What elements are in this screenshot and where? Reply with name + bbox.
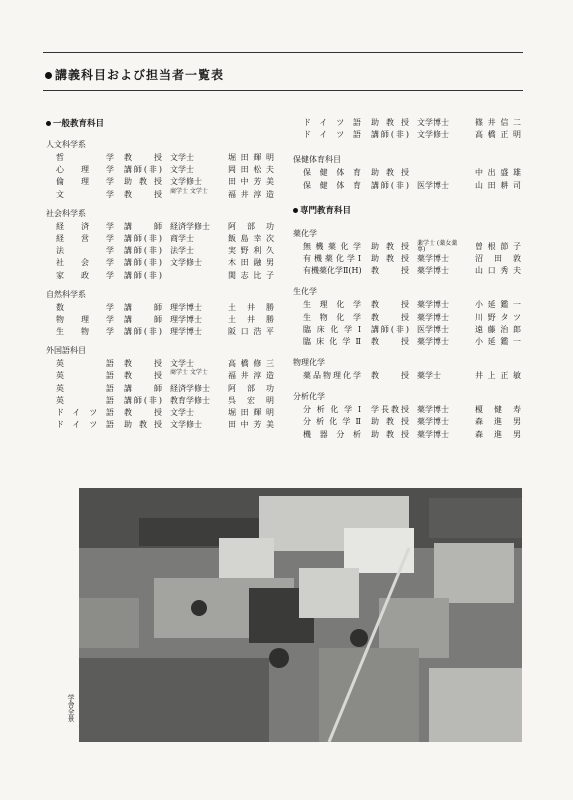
top-rule [43,52,523,53]
title-rule [43,90,523,91]
course-position: 講師 [124,221,162,231]
course-degree [417,167,465,179]
course-instructor: 阿部功 [228,221,274,231]
group-title: 自然科学系 [46,289,86,299]
course-position: 講師 [124,314,162,324]
course-position: 講師(非) [371,180,409,190]
course-subject: 文学 [56,189,114,199]
course-subject: 心理学 [56,165,114,175]
course-instructor: 実野利久 [228,246,274,256]
course-position: 講師 [124,302,162,312]
course-degree: 薬学博士 [417,429,449,439]
course-subject: 保健体育 [303,168,361,178]
course-position: 講師(非) [371,130,409,140]
course-subject: 哲学 [56,153,114,162]
course-instructor: 木田融男 [228,258,274,268]
course-subject: 分析化学Ⅰ [303,405,361,415]
course-group [46,207,276,282]
course-degree: 医学博士 [417,324,449,334]
course-subject: ドイツ語 [303,130,361,140]
course-position: 助教授 [371,168,409,178]
course-row [46,245,276,257]
course-subject: 生物化学 [303,312,361,322]
course-row [46,164,276,176]
course-subject: 薬品物理化学 [303,371,361,381]
course-degree: 理学博士 [170,327,202,337]
course-row [46,314,276,326]
course-position: 教授 [124,189,162,199]
course-position: 教授 [124,359,162,369]
course-position: 講師(非) [124,165,162,175]
course-degree: 薬学博士 [417,405,449,415]
course-group [293,390,523,441]
course-subject: 英語 [56,371,114,381]
course-degree: 文学修士 [170,420,202,430]
campus-aerial-photo [79,488,522,742]
course-instructor: 堀田輝明 [228,408,274,417]
bullet-icon [45,72,52,79]
course-instructor: 阿部功 [228,383,274,393]
course-subject: 生理化学 [303,300,361,310]
course-row [46,221,276,233]
course-degree: 医学博士 [417,180,449,190]
course-position: 教授 [371,371,409,381]
course-degree: 商学士 文学士 [170,369,208,377]
group-title: 保健体育科目 [293,155,341,165]
course-degree: 文学修士 [170,258,202,268]
course-position: 助教授 [371,429,409,439]
course-instructor: 岡田松夫 [228,165,274,175]
course-subject: 社会学 [56,258,114,268]
course-degree: 薬学博士 [417,266,449,276]
course-position: 助教授 [124,177,162,187]
course-instructor: 田中芳美 [228,177,274,187]
group-title: 薬化学 [293,228,317,238]
course-instructor: 榎健寿 [475,405,521,415]
course-group [46,288,276,339]
course-row [293,180,523,192]
course-instructor: 井上正敏 [475,371,521,381]
course-subject: 英語 [56,359,114,369]
course-row [46,189,276,201]
course-degree: 薬学博士 [417,253,449,263]
course-position: 講師(非) [124,258,162,268]
course-degree: 文学博士 [417,118,449,127]
course-degree: 商学士 文学士 [170,187,208,195]
course-position: 助教授 [371,241,409,251]
course-instructor: 山田耕司 [475,180,521,190]
course-row [46,358,276,370]
course-row [293,167,523,179]
group-title: 生化学 [293,287,317,297]
course-degree: 理学博士 [170,302,202,312]
course-position: 助教授 [371,417,409,427]
course-position: 教授 [371,266,409,276]
course-subject: ドイツ語 [56,408,114,417]
course-instructor: 高橋正明 [475,130,521,140]
course-degree: 経済学修士 [170,221,210,231]
course-degree: 文学士 [170,359,194,369]
course-instructor: 中出盛雄 [475,168,521,178]
course-subject: 有機薬化学Ⅰ [303,253,361,263]
course-row [293,241,523,253]
course-row [46,370,276,382]
course-instructor: 遠藤治郎 [475,324,521,334]
general-heading: 一般教育科目 [46,117,276,132]
course-instructor: 曽根節子 [475,241,521,251]
course-position: 助教授 [124,420,162,430]
general-groups [46,138,276,431]
course-group [46,344,276,431]
course-degree: 文学士 [170,408,194,417]
course-subject: 臨床化学Ⅱ [303,336,361,346]
course-group [293,285,523,348]
course-row [293,299,523,311]
course-row [46,152,276,164]
course-instructor: 篠井信二 [475,118,521,127]
campus-photo-illustration [79,488,522,742]
course-row [293,370,523,382]
course-subject: 保健体育 [303,180,361,190]
course-group [293,227,523,278]
course-row [293,312,523,324]
course-position: 講師(非) [371,324,409,334]
course-instructor: 小延鑑一 [475,300,521,310]
course-position: 教授 [124,153,162,162]
course-subject: 数学 [56,302,114,312]
course-row [46,270,276,282]
course-row [46,233,276,245]
course-group [293,356,523,382]
course-position: 教授 [124,371,162,381]
course-row [46,176,276,188]
course-degree: 教育学修士 [170,395,210,405]
course-group [46,138,276,201]
course-subject: 機器分析 [303,429,361,439]
course-instructor: 田中芳美 [228,420,274,430]
bullet-icon [46,121,51,126]
course-instructor: 福井淳造 [228,371,274,381]
course-subject: 経済学 [56,221,114,231]
course-degree: 文学士 [170,153,194,162]
course-instructor: 関志比子 [228,270,274,280]
course-position: 助教授 [371,118,409,127]
course-degree: 法学士 [170,246,194,256]
course-degree: 文学修士 [170,177,202,187]
course-position: 講師(非) [124,327,162,337]
course-degree: 薬学博士 [417,300,449,310]
course-row [293,129,523,141]
course-instructor: 沼田敦 [475,253,521,263]
course-subject: 経営学 [56,233,114,243]
course-subject: 英語 [56,395,114,405]
course-row [293,429,523,441]
course-degree: 薬学博士 [417,336,449,346]
course-row [46,395,276,407]
photo-caption: 学舎全景 [67,694,75,722]
course-position: 講師(非) [124,233,162,243]
course-degree: 経済学修士 [170,383,210,393]
course-subject: 分析化学Ⅱ [303,417,361,427]
course-instructor: 土井勝 [228,314,274,324]
course-position: 講師(非) [124,395,162,405]
group-title: 人文科学系 [46,140,86,149]
group-title: 社会科学系 [46,208,86,218]
course-subject: 家政学 [56,270,114,280]
course-position: 助教授 [371,253,409,263]
specialized-heading: 専門教育科目 [293,204,523,219]
course-instructor: 川野タツ [475,312,521,322]
course-instructor: 山口秀夫 [475,266,521,276]
left-column [46,117,276,431]
course-position: 教授 [371,312,409,322]
course-instructor: 阪口浩平 [228,327,274,337]
course-subject: ドイツ語 [303,118,361,127]
course-subject: 倫理学 [56,177,114,187]
course-group [293,153,523,191]
right-column [293,117,523,441]
course-degree: 薬学博士 [417,417,449,427]
course-row [293,117,523,129]
course-instructor: 飯島幸次 [228,233,274,243]
course-subject: 物理学 [56,314,114,324]
course-row [293,253,523,265]
course-instructor: 小延鑑一 [475,336,521,346]
continued-rows [293,117,523,141]
course-subject: 英語 [56,383,114,393]
course-degree: 薬学士 [417,371,441,381]
course-position: 教授 [371,300,409,310]
course-position: 教授 [371,336,409,346]
course-instructor: 呉宏明 [228,395,274,405]
course-degree [170,270,218,282]
specialized-groups [293,227,523,441]
course-row [293,336,523,348]
course-degree: 文学士 [170,165,194,175]
course-instructor: 森進男 [475,429,521,439]
course-degree: 薬学博士 [417,312,449,322]
course-instructor: 土井勝 [228,302,274,312]
course-instructor: 森進男 [475,417,521,427]
course-position: 教授 [124,408,162,417]
course-position: 講師(非) [124,270,162,280]
group-title: 外国語科目 [46,346,86,356]
course-subject: 臨床化学Ⅰ [303,324,361,334]
group-title: 物理化学 [293,358,325,368]
course-row [46,326,276,338]
course-position: 講師 [124,383,162,393]
course-subject: 法学 [56,246,114,256]
course-position: 学長教授 [371,405,409,415]
course-row [46,257,276,269]
course-subject: 生物学 [56,327,114,337]
course-row [46,407,276,419]
course-degree: 理学博士 [170,314,202,324]
course-row [46,383,276,395]
group-title: 分析化学 [293,392,325,402]
course-degree: 文学修士 [417,130,449,140]
course-degree: 商学士 [170,233,194,243]
course-subject: 有機薬化学Ⅱ(H) [303,266,362,276]
course-degree: 薬学士 (薬女薬専) [417,239,458,253]
course-row [293,265,523,277]
bullet-icon [293,208,298,213]
course-row [293,416,523,428]
course-instructor: 堀田輝明 [228,153,274,162]
page-title: 講義科目および担当者一覧表 [45,66,224,83]
course-subject: 無機薬化学 [303,241,361,251]
course-row [293,324,523,336]
course-row [46,419,276,431]
health-group [293,153,523,191]
course-row [46,302,276,314]
course-row [293,404,523,416]
course-position: 講師(非) [124,246,162,256]
course-subject: ドイツ語 [56,420,114,430]
course-instructor: 高橋修三 [228,359,274,369]
course-instructor: 福井淳造 [228,189,274,199]
